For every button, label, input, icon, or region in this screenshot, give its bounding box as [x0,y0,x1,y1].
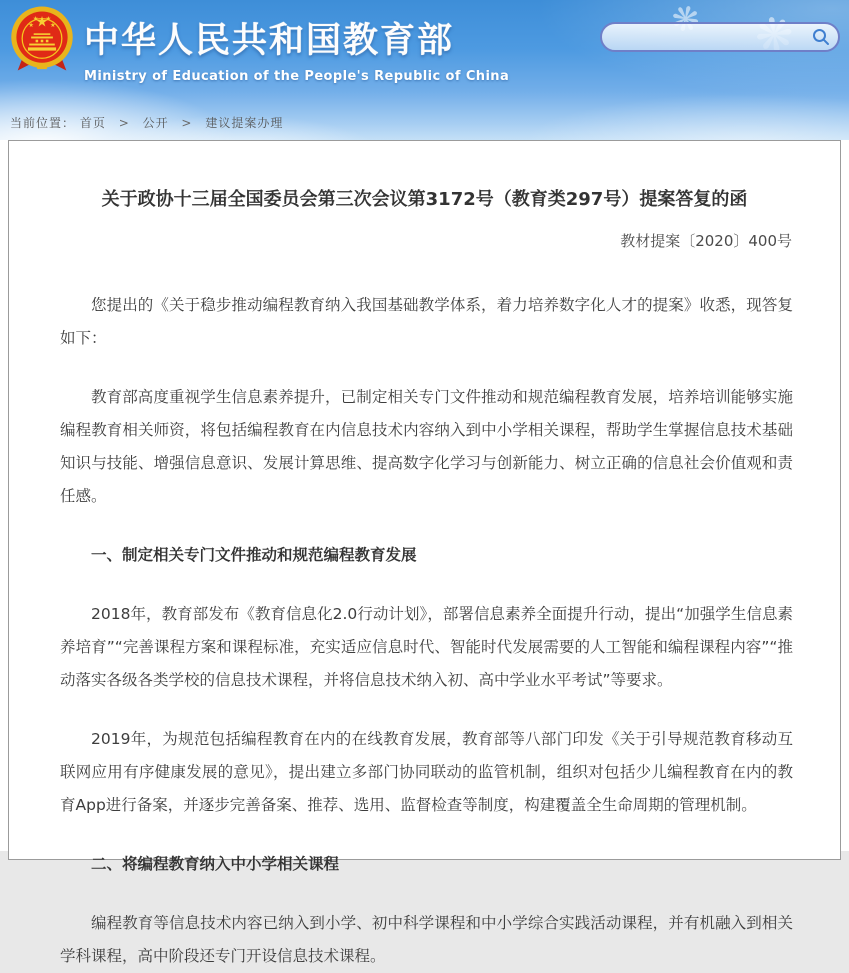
content-panel [8,140,841,965]
breadcrumb-separator: > [181,116,193,130]
site-brand[interactable] [84,13,509,84]
search-box[interactable] [600,22,840,52]
paragraph: 2018年，教育部发布《教育信息化2.0行动计划》，部署信息素养全面提升行动，提出“加强学生信息素养培育”“完善课程方案和课程标准，充实适应信息时代、智能时代发展需要的人工智能和编程课程内容”“推动落实各级各类学校的信息技术课程，并将信息技术纳入初、高中学业水平考试”等要求。 [60,605,793,689]
breadcrumb-separator: > [118,116,130,130]
breadcrumb-item-proposals[interactable]: 建议提案办理 [205,116,284,130]
section-heading-1: 一、制定相关专门文件推动和规范编程教育发展 [91,546,417,564]
header-banner [0,0,849,140]
paragraph: 2019年，为规范包括编程教育在内的在线教育发展，教育部等八部门印发《关于引导规范教育移动互联网应用有序健康发展的意见》，提出建立多部门协同联动的监管机制，组织对包括少儿编程教育在内的教育App进行备案，并逐步完善备案、推荐、选用、监督检查等制度，构建覆盖全生命周期的管理机制。 [60,730,793,814]
breadcrumb-item-public[interactable]: 公开 [142,116,169,130]
document-body [60,289,793,973]
paragraph: 您提出的《关于稳步推动编程教育纳入我国基础教学体系，着力培养数字化人才的提案》收悉，现答复如下： [60,296,793,347]
document-title: 关于政协十三届全国委员会第三次会议第3172号（教育类297号）提案答复的函 [101,189,748,210]
site-subtitle: Ministry of Education of the People's Republic of China [84,69,510,84]
breadcrumb-item-home[interactable]: 首页 [79,116,106,130]
site-title: 中华人民共和国教育部 [84,21,455,61]
breadcrumb [10,114,283,131]
document-number: 教材提案〔2020〕400号 [620,232,792,250]
paragraph: 编程教育等信息技术内容已纳入到小学、初中科学课程和中小学综合实践活动课程，并有机融入到相关学科课程，高中阶段还专门开设信息技术课程。 [60,914,793,965]
national-emblem-icon[interactable] [10,4,74,78]
search-icon[interactable] [810,26,832,48]
section-heading-2: 二、将编程教育纳入中小学相关课程 [91,855,340,873]
breadcrumb-label: 当前位置： [10,116,76,130]
search-input[interactable] [614,29,810,45]
paragraph: 教育部高度重视学生信息素养提升，已制定相关专门文件推动和规范编程教育发展，培养培训能够实施编程教育相关师资，将包括编程教育在内信息技术内容纳入到中小学相关课程，帮助学生掌握信息技术基础知识与技能、增强信息意识、发展计算思维、提高数字化学习与创新能力、树立正确的信息社会价值观和责任感。 [60,388,793,505]
